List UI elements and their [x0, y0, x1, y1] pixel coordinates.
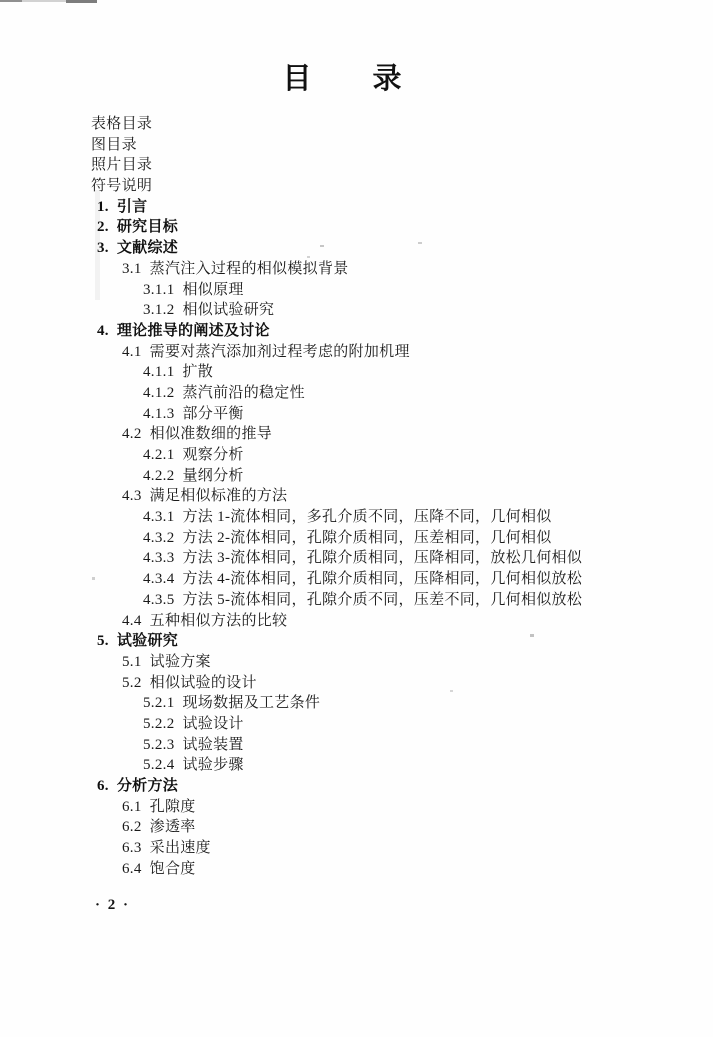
- toc-entry-number: 6.1: [122, 798, 142, 815]
- toc-entry-text: 理论推导的阐述及讨论: [116, 322, 270, 339]
- toc-entry: [0, 611, 713, 632]
- toc-entry-text: 相似试验研究: [182, 302, 275, 319]
- toc-entry-number: 4.1.1: [143, 364, 175, 381]
- toc-entry-number: 6.2: [122, 819, 142, 836]
- toc-entry-text: 孔隙度: [149, 798, 196, 815]
- toc-entry-text: 方法 4-流体相同，孔隙介质相同，压降相同，几何相似放松: [182, 571, 583, 588]
- toc-entry: [0, 486, 713, 507]
- toc-entry-text: 蒸汽注入过程的相似模拟背景: [149, 260, 349, 277]
- toc-entry: [0, 197, 713, 218]
- toc-entry-text: 照片目录: [91, 157, 153, 174]
- toc-entry-number: 4.2.2: [143, 467, 175, 484]
- toc-entry: [0, 362, 713, 383]
- toc-entry-number: 4.3.4: [143, 571, 175, 588]
- toc-entry-number: 6.: [97, 778, 109, 794]
- toc-entry: [0, 238, 713, 259]
- toc-entry: [0, 114, 713, 135]
- toc-entry-number: 5.2.2: [143, 715, 175, 732]
- toc-entry: [0, 280, 713, 301]
- toc-entry-text: 量纲分析: [182, 467, 244, 484]
- toc-entry-number: 3.1.2: [143, 302, 175, 319]
- toc-entry-number: 4.: [97, 322, 109, 339]
- toc-entry-text: 文献综述: [116, 240, 179, 257]
- toc-entry: [0, 445, 713, 466]
- toc-entry-text: 图目录: [91, 136, 137, 153]
- toc-entry: [0, 735, 713, 756]
- toc-entry: [0, 548, 713, 569]
- toc-entry-number: 4.1: [122, 343, 142, 360]
- toc-entry-text: 试验研究: [116, 633, 179, 650]
- toc-entry-text: 引言: [116, 198, 148, 215]
- toc-entry-number: 5.2.4: [143, 757, 175, 774]
- page-title: 目 录: [282, 63, 403, 95]
- toc-entry-number: 5.2.3: [143, 736, 175, 753]
- toc-entry: [0, 652, 713, 673]
- toc-entry-text: 相似试验的设计: [149, 674, 257, 691]
- toc-entry: [0, 673, 713, 694]
- toc-entry: [0, 155, 713, 176]
- toc-entry: [0, 569, 713, 590]
- toc-entry-number: 4.2: [122, 426, 142, 443]
- toc-entry-text: 相似原理: [182, 281, 244, 298]
- toc-entry: [0, 797, 713, 818]
- scan-artifact: [22, 0, 66, 2]
- toc-entry-text: 需要对蒸汽添加剂过程考虑的附加机理: [149, 343, 410, 360]
- toc-entry-number: 3.1.1: [143, 281, 175, 298]
- toc-entry-text: 试验方案: [149, 653, 211, 670]
- toc-entry-text: 渗透率: [149, 819, 196, 836]
- toc-entry-text: 表格目录: [91, 116, 153, 132]
- toc-entry-text: 相似准数细的推导: [149, 426, 273, 443]
- toc-entry: [0, 300, 713, 321]
- toc-entry: [0, 342, 713, 363]
- toc-entry-text: 扩散: [182, 364, 214, 381]
- toc-entry-text: 研究目标: [116, 219, 179, 236]
- toc-entry-number: 6.3: [122, 840, 142, 857]
- toc-entry-text: 方法 3-流体相同，孔隙介质相同，压降相同，放松几何相似: [182, 550, 583, 567]
- toc-entry-number: 5.: [97, 633, 109, 650]
- toc-entry: [0, 755, 713, 776]
- toc-entry-number: 4.2.1: [143, 447, 175, 463]
- toc-entry-text: 现场数据及工艺条件: [182, 695, 321, 712]
- toc-entry: [0, 321, 713, 342]
- toc-entry-text: 方法 5-流体相同，孔隙介质不同，压差不同，几何相似放松: [182, 591, 583, 608]
- toc-entry-number: 5.2.1: [143, 695, 175, 712]
- toc-entry: [0, 259, 713, 280]
- toc-entry-text: 蒸汽前沿的稳定性: [182, 384, 305, 401]
- toc-entry-number: 5.1: [122, 653, 142, 670]
- toc-entry: [0, 404, 713, 425]
- toc-entry-number: 4.3.1: [143, 509, 175, 526]
- toc-entry: [0, 466, 713, 487]
- page-number: · 2 ·: [95, 897, 131, 913]
- toc-list: [0, 114, 713, 879]
- toc-entry-number: 3.: [97, 240, 109, 257]
- toc-entry: [0, 217, 713, 238]
- toc-entry: [0, 528, 713, 549]
- toc-entry-text: 五种相似方法的比较: [149, 612, 288, 629]
- toc-entry-text: 采出速度: [149, 840, 211, 857]
- toc-entry-number: 4.4: [122, 612, 142, 629]
- toc-entry-text: 饱合度: [149, 860, 196, 877]
- toc-entry-text: 部分平衡: [182, 405, 244, 422]
- toc-entry: [0, 383, 713, 404]
- toc-entry-text: 试验装置: [182, 736, 244, 753]
- toc-entry: [0, 135, 713, 156]
- toc-entry: [0, 631, 713, 652]
- toc-entry-number: 4.3.2: [143, 529, 175, 546]
- toc-entry-number: 6.4: [122, 860, 142, 877]
- toc-entry-text: 试验设计: [182, 715, 244, 732]
- toc-entry: [0, 424, 713, 445]
- toc-entry-text: 方法 2-流体相同，孔隙介质相同，压差相同，几何相似: [182, 529, 552, 546]
- toc-entry: [0, 176, 713, 197]
- toc-entry: [0, 507, 713, 528]
- toc-entry-text: 满足相似标准的方法: [149, 488, 288, 505]
- toc-entry: [0, 693, 713, 714]
- toc-entry-number: 4.1.3: [143, 405, 175, 422]
- toc-entry-text: 方法 1-流体相同，多孔介质不同，压降不同，几何相似: [182, 509, 552, 526]
- toc-entry-text: 试验步骤: [182, 757, 244, 774]
- toc-entry-number: 1.: [97, 198, 109, 215]
- scan-artifact: [0, 0, 22, 2]
- toc-entry: [0, 776, 713, 797]
- toc-entry: [0, 817, 713, 838]
- toc-entry-number: 2.: [97, 219, 109, 236]
- toc-entry: [0, 714, 713, 735]
- toc-entry-number: 5.2: [122, 674, 142, 691]
- toc-entry-number: 3.1: [122, 260, 142, 277]
- toc-entry: [0, 859, 713, 880]
- toc-entry-text: 观察分析: [182, 447, 244, 463]
- scan-artifact: [66, 0, 97, 3]
- toc-entry-text: 分析方法: [116, 778, 179, 794]
- toc-entry: [0, 590, 713, 611]
- toc-entry-number: 4.3.5: [143, 591, 175, 608]
- toc-entry-number: 4.3: [122, 488, 142, 505]
- toc-entry-text: 符号说明: [91, 178, 153, 195]
- toc-entry-number: 4.3.3: [143, 550, 175, 567]
- toc-entry-number: 4.1.2: [143, 384, 175, 401]
- toc-entry: [0, 838, 713, 859]
